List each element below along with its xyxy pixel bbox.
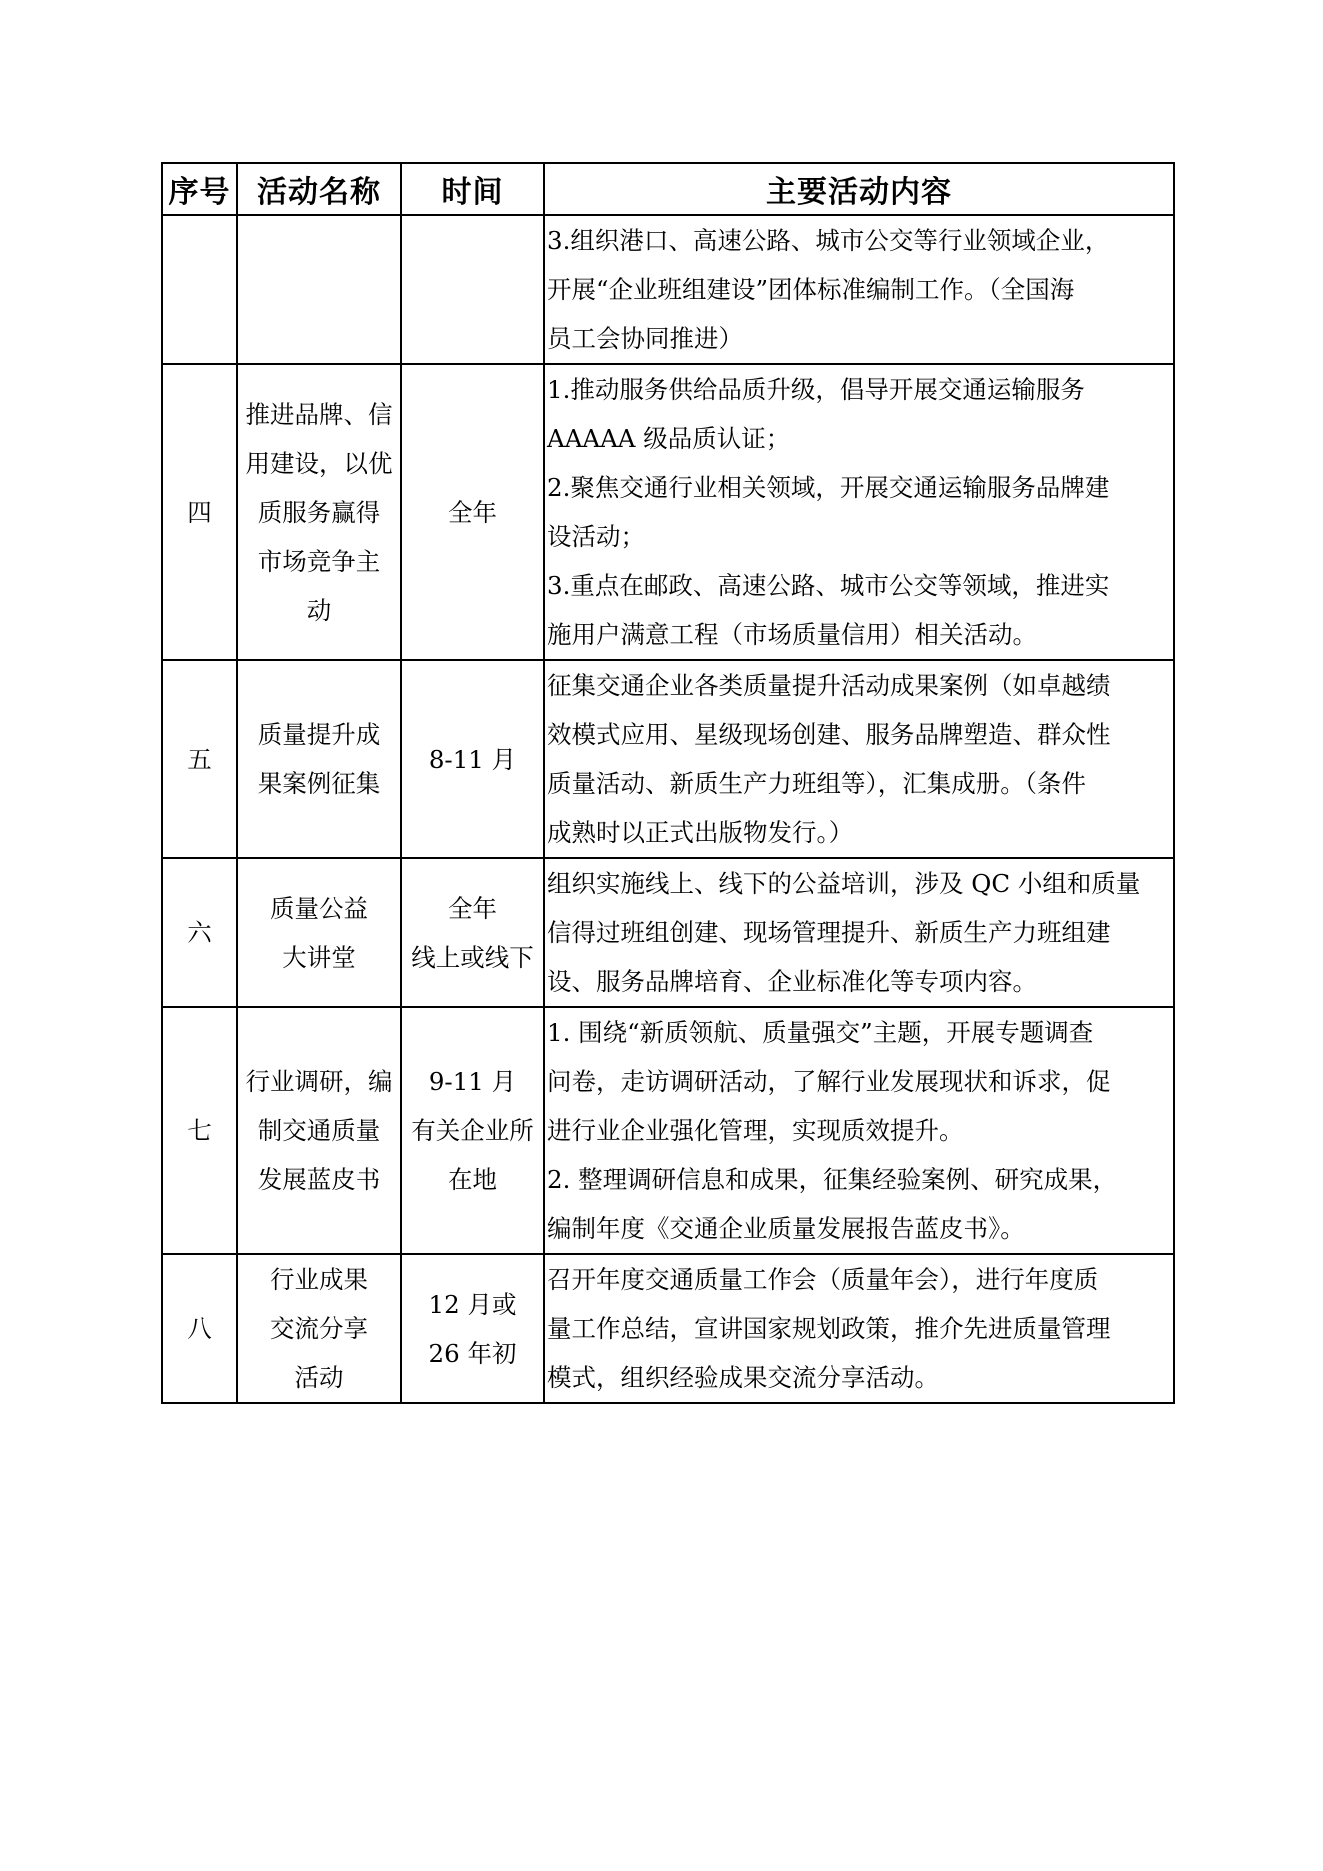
name-line: 交流分享: [270, 1314, 368, 1343]
row-time-cell: [401, 1007, 544, 1254]
time-line: 8-11 月: [428, 744, 517, 774]
name-line: 活动: [294, 1363, 344, 1392]
name-line: 行业调研，编: [245, 1067, 393, 1096]
row-index-cell: 七: [162, 1007, 237, 1254]
row-time-cell: [401, 858, 544, 1007]
content-line: 量工作总结，宣讲国家规划政策，推介先进质量管理: [547, 1314, 1111, 1343]
row-content-cell: [544, 858, 1174, 1007]
row-content-cell: [544, 1254, 1174, 1403]
content-line: 设、服务品牌培育、企业标准化等专项内容。: [547, 967, 1037, 996]
content-line: 开展“企业班组建设”团体标准编制工作。（全国海: [547, 275, 1075, 304]
activity-table: [161, 162, 1175, 1404]
name-line: 质服务赢得: [257, 497, 381, 527]
content-line: 设活动；: [547, 522, 645, 551]
header-row: [162, 163, 1174, 215]
content-line: 3.重点在邮政、高速公路、城市公交等领域，推进实: [547, 571, 1110, 600]
content-line: 问卷，走访调研活动，了解行业发展现状和诉求，促: [547, 1067, 1111, 1096]
time-line: 9-11 月: [428, 1067, 517, 1096]
row-name-cell: [237, 858, 401, 1007]
table-row: [162, 364, 1174, 660]
time-line: 26 年初: [428, 1338, 517, 1368]
name-line: 果案例征集: [257, 769, 381, 798]
time-line: 有关企业所: [411, 1116, 534, 1145]
table-row: [162, 1007, 1174, 1254]
content-line: 信得过班组创建、现场管理提升、新质生产力班组建: [547, 918, 1111, 947]
name-line: 动: [306, 595, 332, 625]
time-line: 全年: [448, 497, 497, 527]
row-name-cell: [237, 364, 401, 660]
content-line: 进行业企业强化管理，实现质效提升。: [547, 1116, 964, 1145]
name-line: 质量公益: [270, 893, 368, 923]
content-line: 组织实施线上、线下的公益培训，涉及 QC 小组和质量: [547, 869, 1141, 898]
header-content: 主要活动内容: [544, 163, 1174, 215]
row-index-cell: 五: [162, 660, 237, 858]
content-line: 召开年度交通质量工作会（质量年会），进行年度质: [547, 1265, 1099, 1294]
name-line: 大讲堂: [282, 942, 356, 972]
content-line: 编制年度《交通企业质量发展报告蓝皮书》。: [547, 1214, 1025, 1243]
time-line: 12 月或: [428, 1289, 517, 1319]
row-name-cell: [237, 1254, 401, 1403]
content-line: 3.组织港口、高速公路、城市公交等行业领域企业，: [547, 226, 1110, 255]
name-line: 质量提升成: [257, 720, 381, 749]
content-line: 2.聚焦交通行业相关领域，开展交通运输服务品牌建: [547, 473, 1110, 502]
content-line: 征集交通企业各类质量提升活动成果案例（如卓越绩: [547, 671, 1111, 700]
row-content-cell: [544, 660, 1174, 858]
time-line: 在地: [448, 1165, 497, 1194]
row-index-cell: 八: [162, 1254, 237, 1403]
row-index-cell: [162, 215, 237, 364]
table-row: [162, 858, 1174, 1007]
row-index-cell: 六: [162, 858, 237, 1007]
time-line: 全年: [448, 893, 497, 923]
table-row: [162, 215, 1174, 364]
time-line: 线上或线下: [411, 942, 534, 972]
content-line: 成熟时以正式出版物发行。）: [547, 818, 854, 847]
name-line: 用建设，以优: [245, 448, 393, 478]
row-content-cell: [544, 215, 1174, 364]
name-line: 制交通质量: [257, 1116, 381, 1145]
content-line: 员工会协同推进）: [547, 324, 743, 353]
name-line: 市场竞争主: [257, 546, 381, 576]
row-time-cell: [401, 660, 544, 858]
row-time-cell: [401, 215, 544, 364]
content-line: AAAAA 级品质认证；: [547, 424, 791, 453]
row-content-cell: [544, 364, 1174, 660]
content-line: 效模式应用、星级现场创建、服务品牌塑造、群众性: [547, 720, 1111, 749]
row-name-cell: [237, 660, 401, 858]
table-row: [162, 660, 1174, 858]
row-content-cell: [544, 1007, 1174, 1254]
content-line: 2. 整理调研信息和成果，征集经验案例、研究成果，: [547, 1165, 1118, 1194]
table-body: [162, 215, 1174, 1403]
table-row: [162, 1254, 1174, 1403]
row-name-cell: [237, 215, 401, 364]
content-line: 质量活动、新质生产力班组等），汇集成册。（条件: [547, 769, 1086, 798]
row-time-cell: [401, 1254, 544, 1403]
header-name: 活动名称: [237, 163, 401, 215]
header-index: 序号: [162, 163, 237, 215]
header-time: 时间: [401, 163, 544, 215]
content-line: 模式，组织经验成果交流分享活动。: [547, 1363, 939, 1392]
row-name-cell: [237, 1007, 401, 1254]
row-index-cell: 四: [162, 364, 237, 660]
content-line: 施用户满意工程（市场质量信用）相关活动。: [547, 620, 1037, 649]
name-line: 行业成果: [270, 1265, 368, 1294]
name-line: 推进品牌、信: [245, 399, 393, 429]
content-line: 1. 围绕“新质领航、质量强交”主题，开展专题调查: [547, 1018, 1094, 1047]
content-line: 1.推动服务供给品质升级，倡导开展交通运输服务: [547, 375, 1085, 404]
name-line: 发展蓝皮书: [257, 1165, 381, 1194]
row-time-cell: [401, 364, 544, 660]
